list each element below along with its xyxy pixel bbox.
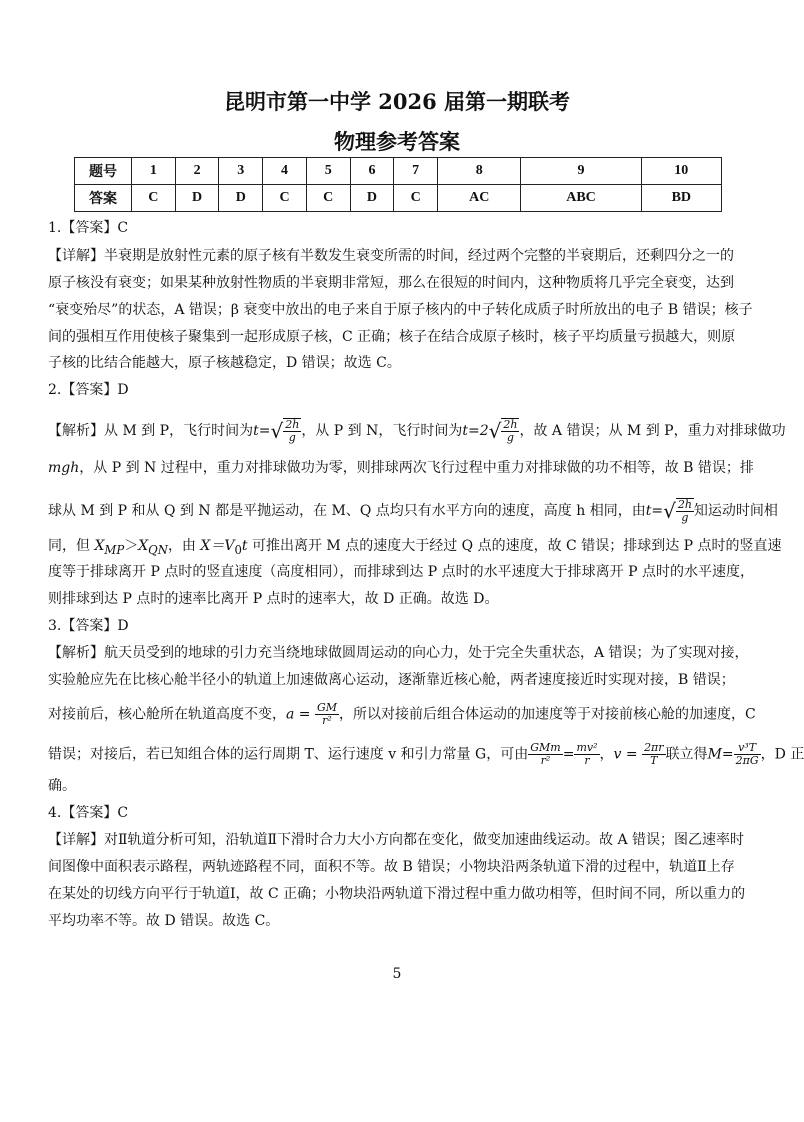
q4-line: 平均功率不等。故 D 错误。故选 C。 [48, 913, 280, 929]
fraction-numerator: 2πr [644, 741, 664, 754]
q2-line [48, 536, 782, 560]
sqrt-formula: √ $\frac{2h}{g}$ [663, 498, 692, 524]
table-cell: 6 [350, 158, 394, 185]
q3-line [48, 702, 756, 727]
q3-text: ，所以对接前后组合体运动的加速度等于对接前核心舱的加速度，C [339, 706, 756, 723]
table-row-numbers [75, 158, 722, 185]
table-cell: D [350, 185, 394, 212]
table-cell: C [132, 185, 176, 212]
fraction-denominator: g [506, 431, 514, 444]
q2-text: 【解析】从 M 到 P，飞行时间为 [48, 423, 254, 439]
fraction-numerator: GM [316, 701, 338, 714]
fraction [283, 419, 301, 444]
fraction-numerator: 2h [677, 498, 692, 511]
formula-v: v = [613, 746, 638, 763]
fraction-denominator: r² [540, 754, 551, 767]
fraction-denominator: T [650, 754, 658, 767]
q2-heading: 2.【答案】D [48, 382, 129, 398]
fraction-denominator: r [584, 754, 590, 767]
sqrt-formula: √ $\frac{2h}{g}$ [270, 418, 300, 444]
fraction [734, 742, 761, 767]
formula-t: t= [645, 503, 664, 519]
table-cell: BD [641, 185, 721, 212]
q2-text: 可推出离开 M 点的速度大于经过 Q 点的速度，故 C 错误；排球到达 P 点时的竖直速 [251, 538, 782, 554]
table-cell: ABC [521, 185, 641, 212]
fraction [642, 742, 666, 767]
table-cell: C [263, 185, 307, 212]
q2-text: ，由 [167, 538, 196, 554]
q3-text: 对接前后，核心舱所在轨道高度不变， [48, 706, 286, 723]
formula-a: a = [286, 706, 311, 723]
row-label: 答案 [75, 185, 132, 212]
q1-line: 子核的比结合能越大，原子核越稳定，D 错误；故选 C。 [48, 355, 401, 371]
q3-text: 联立得 [665, 746, 708, 763]
q3-line: 【解析】航天员受到的地球的引力充当绕地球做圆周运动的向心力，处于完全失重状态，A 错误；为了实现对接， [48, 645, 749, 661]
q2-text: ，故 A 错误；从 M 到 P，重力对排球做功 [519, 423, 786, 439]
fraction [528, 742, 562, 767]
q1-line: 间的强相互作用使核子聚集到一起形成原子核，C 正确；核子在结合成原子核时，核子平均质量亏损越大，则原 [48, 329, 736, 345]
q2-line [48, 498, 778, 524]
sqrt-formula: √ $\frac{2h}{g}$ [488, 418, 518, 444]
q4-line: 【详解】对Ⅱ轨道分析可知，沿轨道Ⅱ下滑时合力大小方向都在变化，做变加速曲线运动。故 A 错误；图乙速率时 [48, 832, 745, 848]
q2-text: 球从 M 到 P 和从 Q 到 N 都是平抛运动，在 M、Q 点均只有水平方向的速度，高度 h 相同，由 [48, 503, 646, 519]
q1-line: 原子核没有衰变；如果某种放射性物质的半衰期非常短，那么在很短的时间内，这种物质将几乎完全衰变，达到 [48, 275, 734, 291]
table-cell: 2 [175, 158, 219, 185]
fraction-denominator: 2πG [735, 754, 759, 767]
q4-heading: 4.【答案】C [48, 805, 129, 821]
q3-line [48, 742, 804, 767]
q4-line: 间图像中面积表示路程，两轨迹路程不同，面积不等。故 B 错误；小物块沿两条轨道下滑的过程中，轨道Ⅱ上存 [48, 859, 735, 875]
fraction-numerator: GMm [530, 741, 561, 754]
table-cell: D [175, 185, 219, 212]
q1-heading: 1.【答案】C [48, 220, 129, 236]
q3-line: 确。 [48, 778, 76, 794]
formula-xmp: X [94, 538, 105, 554]
table-cell: 4 [263, 158, 307, 185]
table-row-answers [75, 185, 722, 212]
table-cell: AC [438, 185, 521, 212]
formula-gt: ＞ [124, 538, 139, 554]
q2-text: ，从 P 到 N 过程中，重力对排球做功为零，则排球两次飞行过程中重力对排球做的功不相等，故 B 错误；排 [79, 460, 754, 476]
formula-t-var: t [241, 538, 248, 554]
q1-line: 【详解】半衰期是放射性元素的原子核有半数发生衰变所需的时间，经过两个完整的半衰期后，还剩四分之一的 [48, 248, 734, 264]
fraction-numerator: 2h [503, 418, 518, 431]
subscript: 0 [234, 542, 242, 557]
table-cell: 1 [132, 158, 176, 185]
page-number: 5 [392, 966, 402, 982]
table-cell: D [219, 185, 263, 212]
q3-text: 错误；对接后，若已知组合体的运行周期 T、运行速度 v 和引力常量 G，可由 [48, 746, 529, 763]
fraction [574, 742, 599, 767]
formula-t2: t=2 [462, 423, 489, 439]
formula-t: t= [253, 423, 271, 439]
q2-line: 度等于排球离开 P 点时的竖直速度（高度相同），而排球到达 P 点时的水平速度大于排球离开 P 点时的水平速度， [48, 564, 754, 580]
fraction-denominator: g [288, 431, 296, 444]
q2-text: ，从 P 到 N，飞行时间为 [301, 423, 463, 439]
q4-line: 在某处的切线方向平行于轨道Ⅰ，故 C 正确；小物块沿两轨道下滑过程中重力做功相等，但时间不同，所以重力的 [48, 886, 746, 902]
q3-heading: 3.【答案】D [48, 618, 129, 634]
q2-text: 同，但 [48, 538, 90, 554]
q2-text: 知运动时间相 [693, 503, 778, 519]
subscript: MP [104, 542, 125, 557]
fraction [315, 702, 339, 727]
q1-line: “衰变殆尽”的状态，A 错误；β 衰变中放出的电子来自于原子核内的中子转化成质子时所放出的电子 B 错误；核子 [48, 302, 753, 318]
table-cell: 7 [394, 158, 438, 185]
fraction-numerator: 2h [285, 418, 300, 431]
table-cell: 3 [219, 158, 263, 185]
q2-line: 则排球到达 P 点时的速率比离开 P 点时的速率大，故 D 正确。故选 D。 [48, 591, 499, 607]
fraction [501, 419, 519, 444]
formula-m: M= [707, 746, 734, 763]
table-cell: C [394, 185, 438, 212]
q3-text: ，D 正 [760, 746, 804, 763]
formula-xqn: X [138, 538, 149, 554]
row-label: 题号 [75, 158, 132, 185]
formula-mgh: mgh [48, 460, 80, 476]
fraction [676, 499, 694, 524]
answer-table [74, 157, 722, 212]
subscript: QN [148, 542, 168, 557]
table-cell: C [306, 185, 350, 212]
formula-eq: = [562, 746, 575, 763]
page-subtitle: 物理参考答案 [334, 129, 460, 154]
table-cell: 8 [438, 158, 521, 185]
q2-line [48, 418, 786, 444]
table-cell: 5 [306, 158, 350, 185]
table-cell: 10 [641, 158, 721, 185]
table-cell: 9 [521, 158, 641, 185]
q3-line: 实验舱应先在比核心舱半径小的轨道上加速做离心运动，逐渐靠近核心舱，两者速度接近时实现对接，B 错误； [48, 672, 735, 688]
fraction-numerator: v³T [734, 742, 761, 755]
page-title: 昆明市第一中学 2026 届第一期联考 [223, 89, 571, 114]
fraction-numerator: mv² [576, 741, 598, 754]
fraction-denominator: g [681, 511, 689, 524]
formula-xv: X＝V [200, 538, 235, 554]
q3-text: ， [599, 746, 614, 763]
fraction-denominator: r² [322, 714, 332, 727]
q2-line [48, 458, 754, 478]
